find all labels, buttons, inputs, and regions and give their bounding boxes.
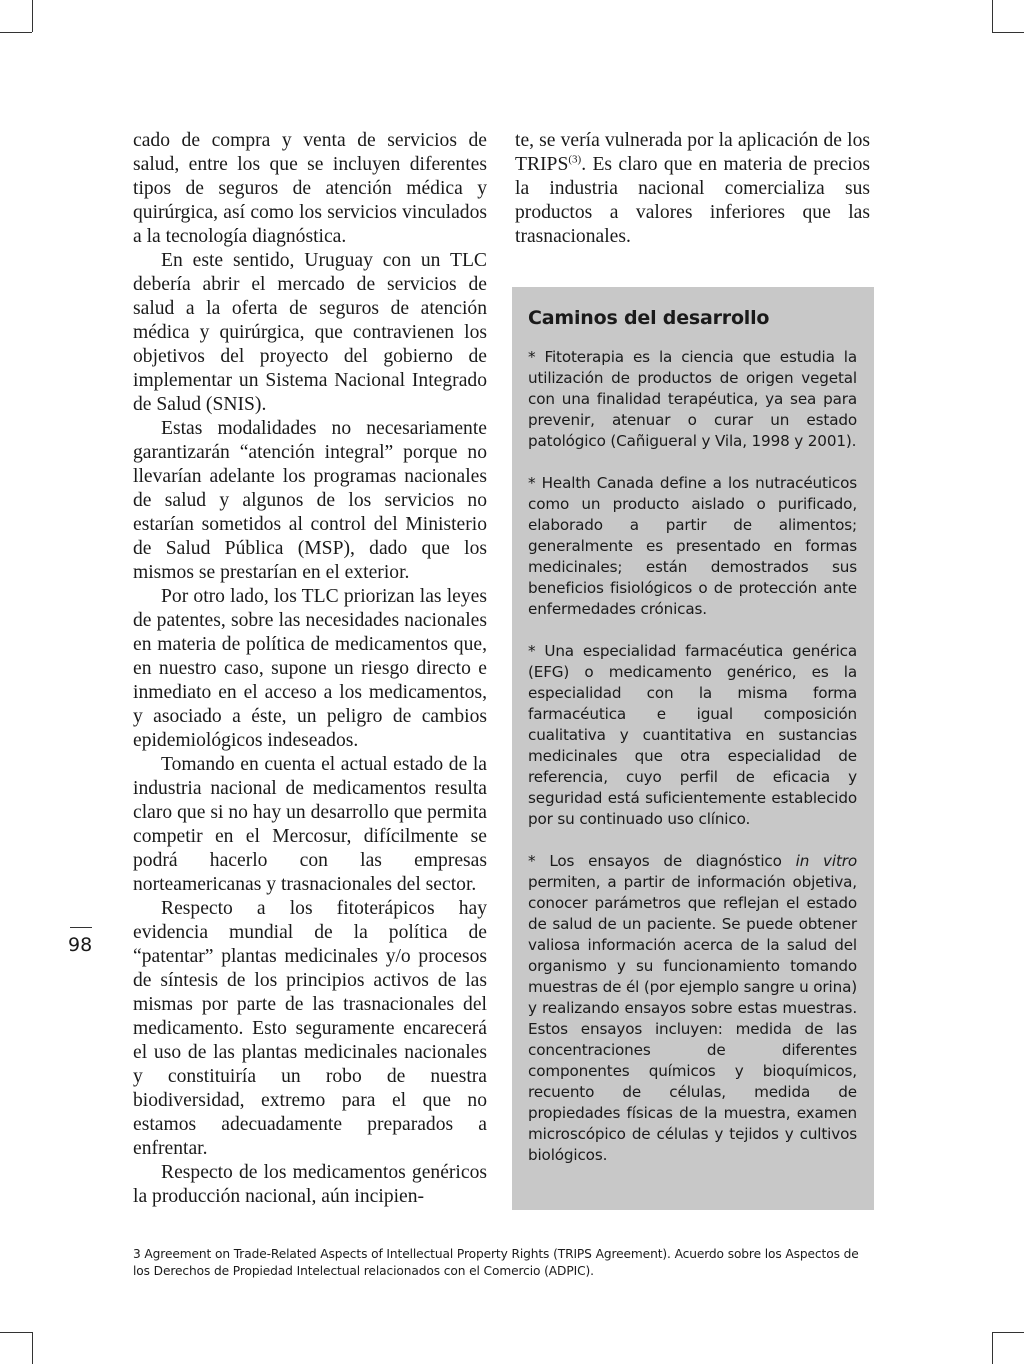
paragraph <box>515 129 870 249</box>
sidebar-item-text: permiten, a partir de información objetiva, conocer parámetros que reflejan el estado de salud de un paciente. Se puede obtener valiosa información acerca de la salud del organismo y su funcionamiento tomando muestras de él (por ejemplo sangre u orina) y realizando ensayos sobre estas muestras. Estos ensayos incluyen: medida de las concentraciones de diferentes componentes químicos y bioquímicos, recuento de células, medida de propiedades físicas de la muestra, examen microscópico de células y tejidos y cultivos biológicos. <box>528 873 857 1164</box>
paragraph-text: . Es claro que en materia de precios la industria nacional comercializa sus productos a valores inferiores que las trasnacionales. <box>515 154 870 247</box>
crop-mark-bottom-right-v <box>992 1332 993 1364</box>
paragraph: Respecto a los fitoterápicos hay evidencia mundial de la política de “patentar” plantas medicinales y/o procesos de síntesis de los principios activos de las mismas por parte de las trasnacionales del medicamento. Esto seguramente encarecerá el uso de las plantas medicinales nacionales y constituiría un robo de nuestra biodiversidad, extremo para el que no estamos adecuadamente preparados a enfrentar. <box>133 898 487 1159</box>
crop-mark-top-left-v <box>32 0 33 32</box>
crop-mark-bottom-right-h <box>992 1332 1024 1333</box>
footnote-reference: (3) <box>568 153 582 166</box>
paragraph: Por otro lado, los TLC priorizan las leyes de patentes, sobre las necesidades nacionales en materia de política de medicamentos que, en nuestro caso, supone un riesgo directo e inmediato en el acceso a los medicamentos, y asociado a éste, un peligro de cambios epidemiológicos indeseados. <box>133 586 487 751</box>
paragraph-text: te, se vería vulnerada por la aplicación de los TRIPS <box>515 130 870 175</box>
sidebar-item: * Fitoterapia es la ciencia que estudia la utilización de productos de origen vegetal con una finalidad terapéutica, ya sea para prevenir, atenuar o curar un estado patológico (Cañigueral y Vila, 1998 y 2001). <box>528 348 857 450</box>
sidebar-item: * Una especialidad farmacéutica genérica (EFG) o medicamento genérico, es la especialidad con la misma forma farmacéutica e igual composición cualitativa y cuantitativa en sustancias medicinales que otra especialidad de referencia, cuyo perfil de eficacia y seguridad está suficientemente establecido por su continuado uso clínico. <box>528 642 857 828</box>
paragraph: Estas modalidades no necesariamente garantizarán “atención integral” porque no llevarían adelante los programas nacionales de salud y algunos de los servicios no estarían sometidos al control del Ministerio de Salud Pública (MSP), dado que los mismos se prestarían en el exterior. <box>133 418 487 583</box>
paragraph: Respecto de los medicamentos genéricos la producción nacional, aún incipien- <box>133 1162 487 1207</box>
paragraph: Tomando en cuenta el actual estado de la industria nacional de medicamentos resulta claro que si no hay un desarrollo que permita competir en el Mercosur, difícilmente se podrá hacerlo con las empresas norteamericanas y trasnacionales del sector. <box>133 754 487 895</box>
crop-mark-top-right-h <box>992 32 1024 33</box>
sidebar-item-italic: in vitro <box>795 852 857 870</box>
crop-mark-bottom-left-v <box>32 1332 33 1364</box>
sidebar-box <box>512 287 874 1210</box>
sidebar-item <box>528 851 857 1166</box>
paragraph: cado de compra y venta de servicios de salud, entre los que se incluyen diferentes tipos de seguros de atención médica y quirúrgica, así como los servicios vinculados a la tecnología diagnóstica. <box>133 130 487 247</box>
sidebar-title: Caminos del desarrollo <box>528 307 770 329</box>
sidebar-item-text: * Los ensayos de diagnóstico <box>528 852 796 870</box>
page-number: 98 <box>68 934 93 956</box>
crop-mark-top-right-v <box>992 0 993 32</box>
crop-mark-bottom-left-h <box>0 1332 32 1333</box>
page-number-rule <box>70 927 92 928</box>
right-column <box>515 129 870 249</box>
left-column <box>133 129 487 1209</box>
crop-mark-top-left-h <box>0 32 32 33</box>
footnote: 3 Agreement on Trade-Related Aspects of Intellectual Property Rights (TRIPS Agreement). Acuerdo sobre los Aspectos de los Derechos de Propiedad Intelectual relacionados con el Comercio (ADPIC). <box>133 1247 859 1278</box>
paragraph: En este sentido, Uruguay con un TLC debería abrir el mercado de servicios de salud a la oferta de seguros de atención médica y quirúrgica, que contravienen los objetivos del proyecto del gobierno de implementar un Sistema Nacional Integrado de Salud (SNIS). <box>133 250 487 415</box>
sidebar-item: * Health Canada define a los nutracéuticos como un producto aislado o purificado, elaborado a partir de alimentos; generalmente es presentado en formas medicinales; están demostrados sus beneficios fisiológicos o de protección ante enfermedades crónicas. <box>528 474 857 618</box>
